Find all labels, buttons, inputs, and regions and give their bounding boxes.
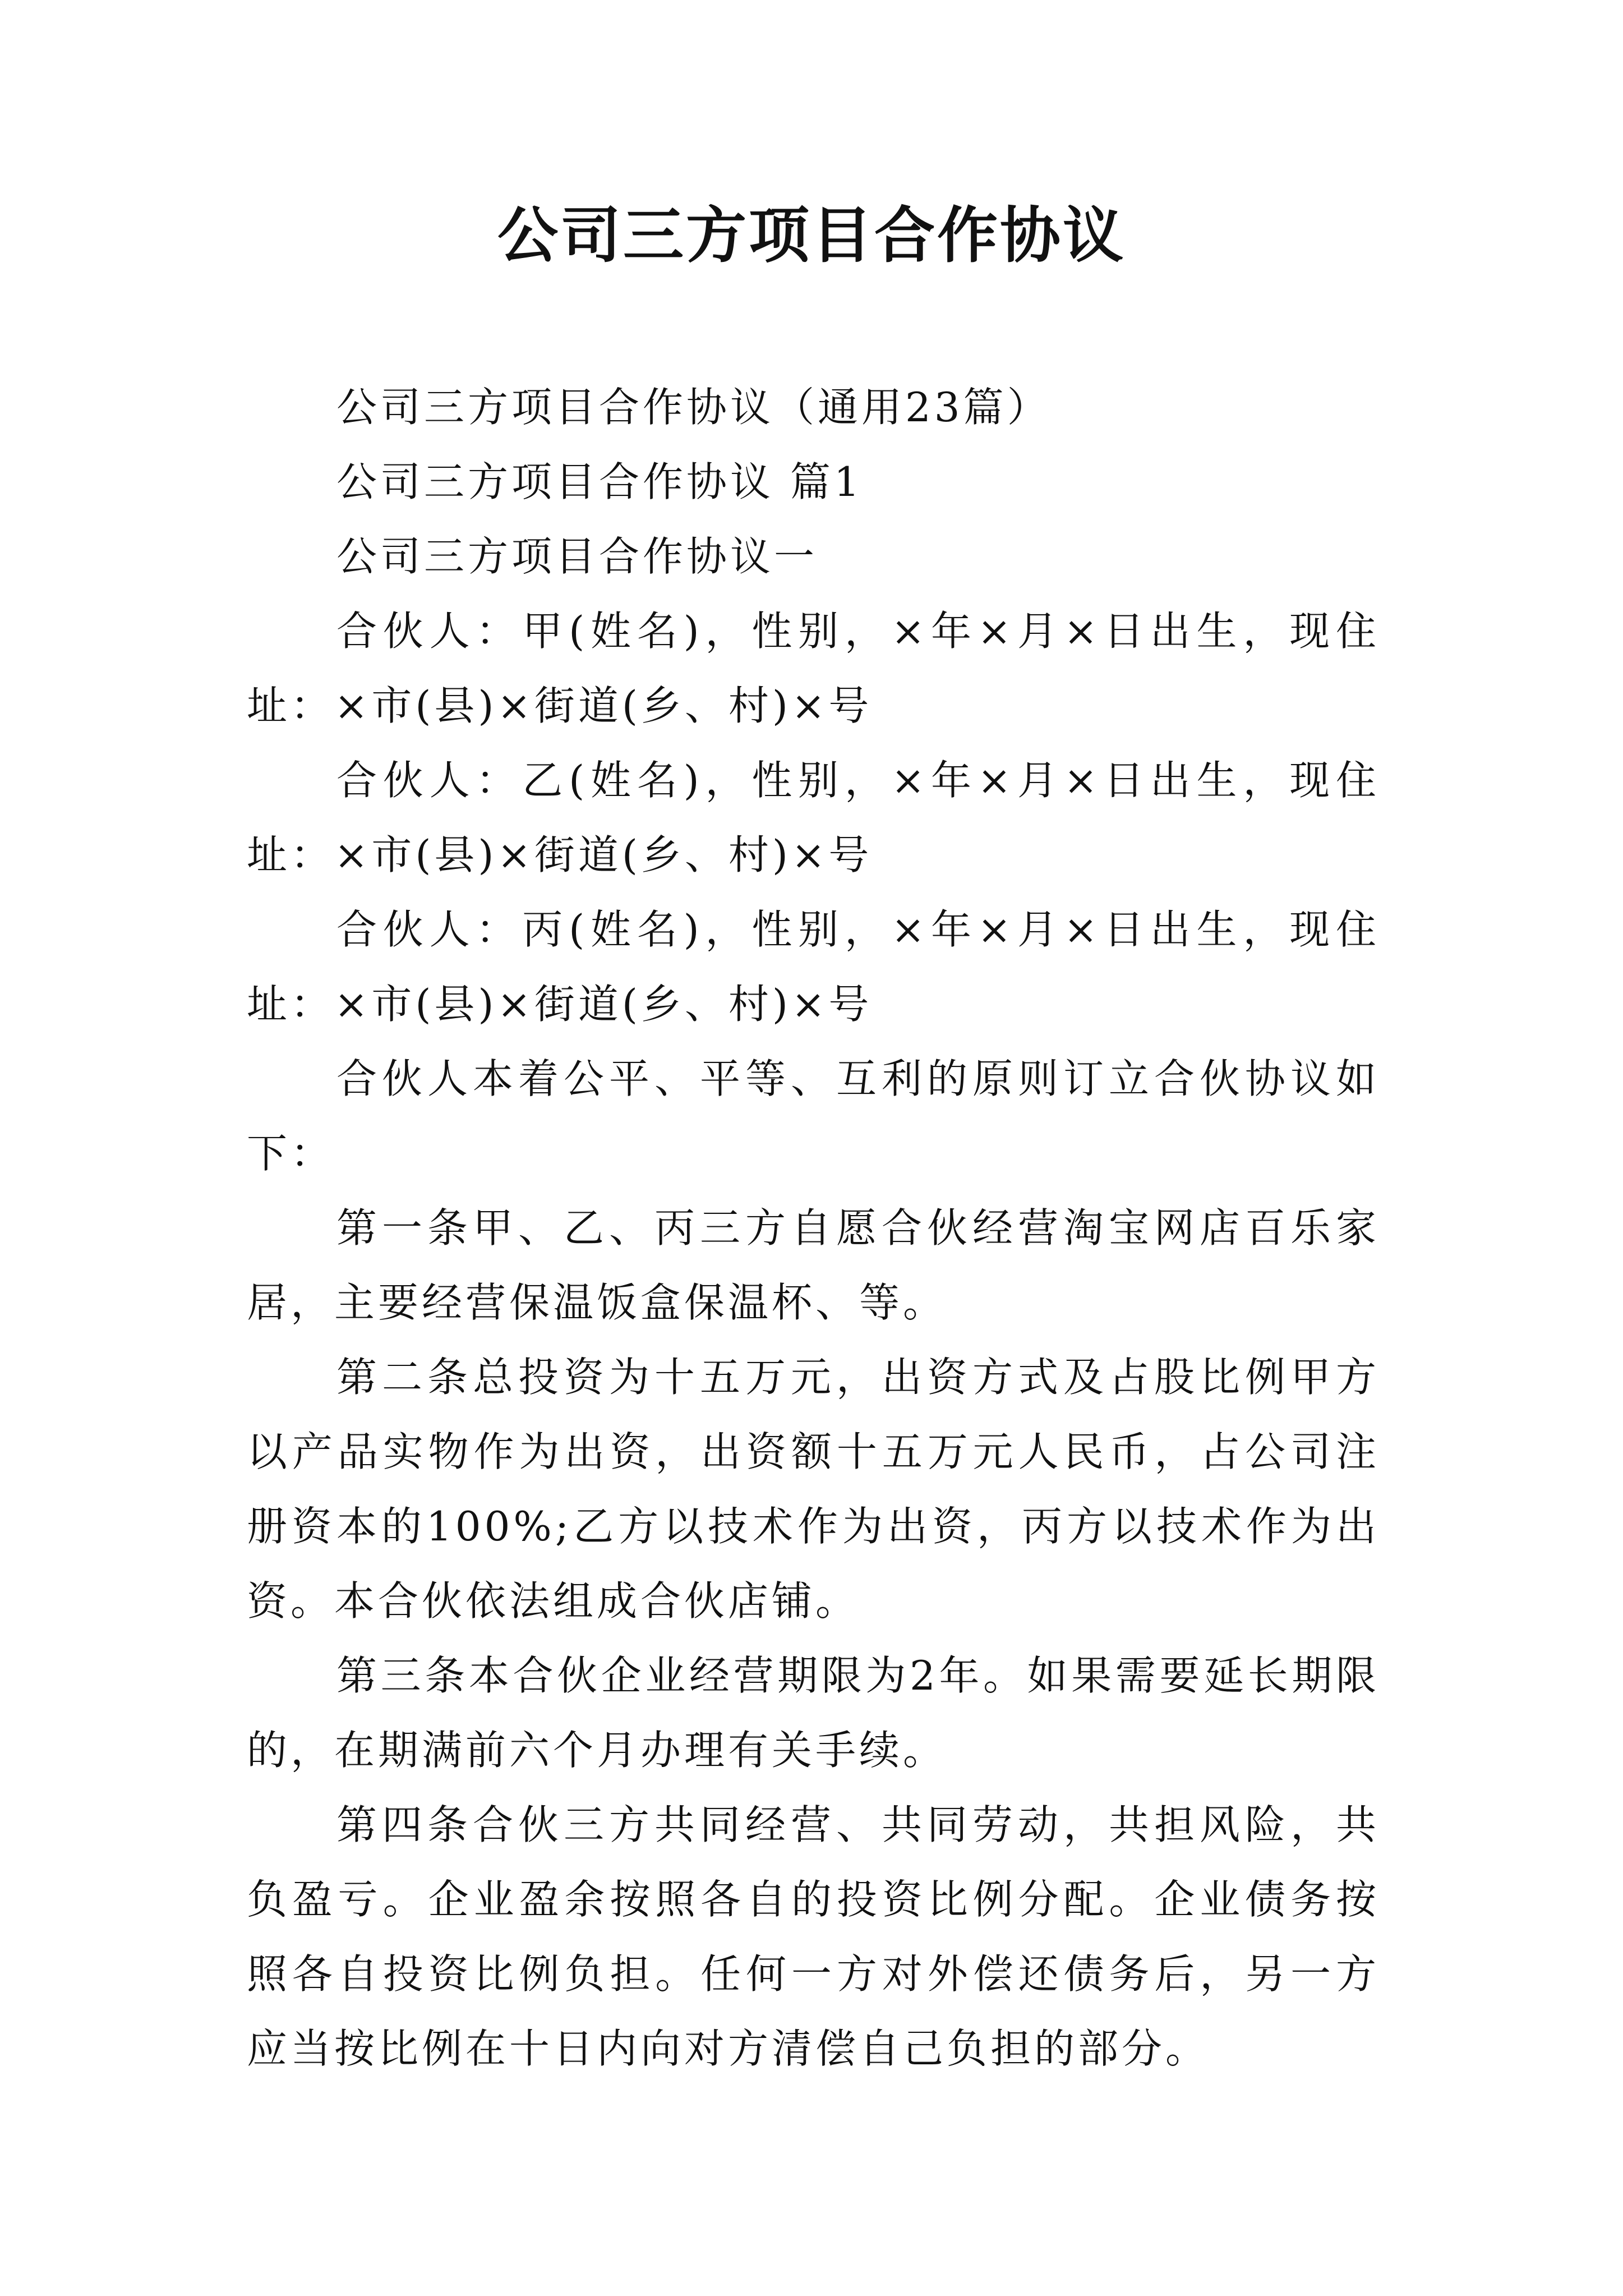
paragraph-article-2: 第二条总投资为十五万元，出资方式及占股比例甲方以产品实物作为出资，出资额十五万元人民币，占公司注册资本的100%;乙方以技术作为出资，丙方以技术作为出资。本合伙依法组成合伙店铺。 [247,1354,1380,1625]
document-body [247,370,1380,2086]
paragraph-article-4: 第四条合伙三方共同经营、共同劳动，共担风险，共负盈亏。企业盈余按照各自的投资比例分配。企业债务按照各自投资比例负担。任何一方对外偿还债务后，另一方应当按比例在十日内向对方清偿自己负担的部分。 [247,1801,1380,2072]
paragraph-collection-title: 公司三方项目合作协议（通用23篇） [336,384,1051,431]
paragraph-partner-c: 合伙人：丙(姓名)，性别，×年×月×日出生，现住址：×市(县)×街道(乡、村)×号 [247,906,1380,1028]
paragraph-agreement-name: 公司三方项目合作协议一 [336,533,818,580]
document-title: 公司三方项目合作协议 [497,200,1126,271]
paragraph-article-heading: 公司三方项目合作协议 篇1 [336,458,863,505]
paragraph-partner-b: 合伙人：乙(姓名)，性别，×年×月×日出生，现住址：×市(县)×街道(乡、村)×号 [247,757,1380,878]
paragraph-preamble: 合伙人本着公平、平等、互利的原则订立合伙协议如下： [247,1055,1380,1177]
paragraph-partner-a: 合伙人：甲(姓名)，性别，×年×月×日出生，现住址：×市(县)×街道(乡、村)×号 [247,608,1380,729]
paragraph-article-1: 第一条甲、乙、丙三方自愿合伙经营淘宝网店百乐家居，主要经营保温饭盒保温杯、等。 [247,1204,1380,1326]
paragraph-article-3: 第三条本合伙企业经营期限为2年。如果需要延长期限的，在期满前六个月办理有关手续。 [247,1652,1380,1774]
